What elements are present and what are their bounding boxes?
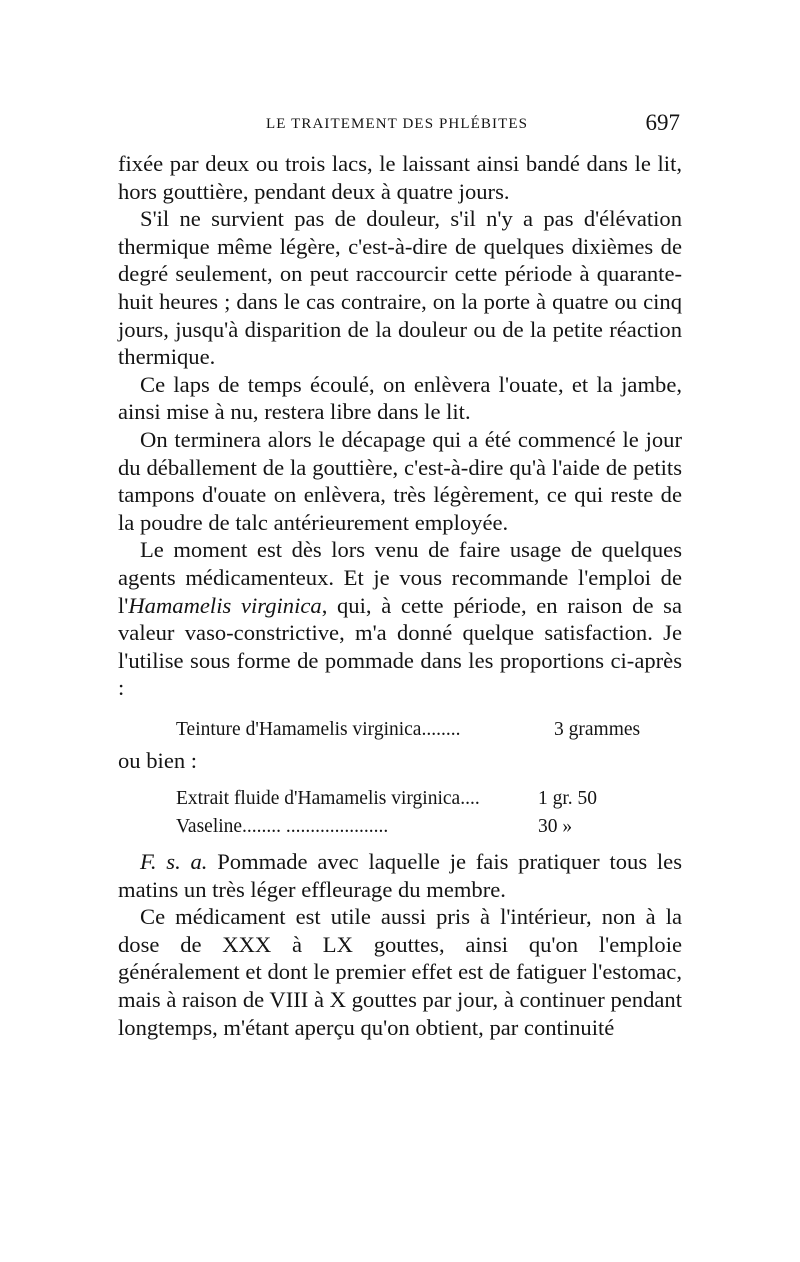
page-header [118, 110, 682, 140]
paragraph: Ce médicament est utile aussi pris à l'intérieur, non à la dose de XXX à LX gouttes, ainsi qu'on l'emploie généralement et dont le premier effet est de fatiguer l'estomac, mais à raison de VIII à X gouttes par jour, à continuer pendant longtemps, m'étant aperçu qu'on obtient, par continuité [118, 904, 682, 1040]
main-text-lower [118, 848, 682, 1041]
paragraph [118, 536, 682, 702]
paragraph: Ce laps de temps écoulé, on enlèvera l'ouate, et la jambe, ainsi mise à nu, restera libre dans le lit. [118, 371, 682, 425]
page-number: 697 [645, 110, 680, 135]
recipe-amount: 3 grammes [554, 719, 641, 740]
recipe-ingredient: Vaseline........ ..................... [176, 816, 389, 837]
italic-plant-name: Hamamelis virginica [128, 592, 322, 618]
or-line: ou bien : [118, 748, 198, 773]
italic-abbreviation: F. s. a. [140, 849, 208, 874]
recipe-ingredient: Teinture d'Hamamelis virginica........ [176, 719, 461, 740]
recipe-ingredient: Extrait fluide d'Hamamelis virginica.... [176, 788, 480, 809]
paragraph: On terminera alors le décapage qui a été commencé le jour du déballement de la gouttière, c'est-à-dire qu'à l'aide de petits tampons d'ouate on enlèvera, très légèrement, ce qui reste de la poudre de talc antérieurement employée. [118, 426, 682, 535]
paragraph-text: , qui, à cette période, en raison de sa valeur vaso-constrictive, m'a donné quelque satisfaction. Je l'utilise sous forme de pommade dans les proportions ci-après : [118, 592, 682, 701]
paragraph [118, 848, 682, 903]
paragraph-text: Le moment est dès lors venu de faire usage de quelques agents médicamenteux. Et je vous recommande l'emploi de l' [118, 537, 682, 618]
paragraph-text: Pommade avec laquelle je fais pratiquer tous les matins un très léger effleurage du membre. [118, 849, 682, 902]
main-text-upper [118, 150, 682, 702]
recipe-amount: 1 gr. 50 [538, 788, 598, 809]
recipe-amount: 30 » [538, 816, 573, 837]
running-title: LE TRAITEMENT DES PHLÉBITES [266, 116, 529, 132]
paragraph: S'il ne survient pas de douleur, s'il n'y a pas d'élévation thermique même légère, c'est-à-dire de quelques dixièmes de degré seulement, on peut raccourcir cette période à quarante-huit heures ; dans le cas contraire, on la porte à quatre ou cinq jours, jusqu'à disparition de la douleur ou de la petite réaction thermique. [118, 206, 682, 370]
paragraph-continued: fixée par deux ou trois lacs, le laissant ainsi bandé dans le lit, hors gouttière, pendant deux à quatre jours. [118, 151, 682, 204]
